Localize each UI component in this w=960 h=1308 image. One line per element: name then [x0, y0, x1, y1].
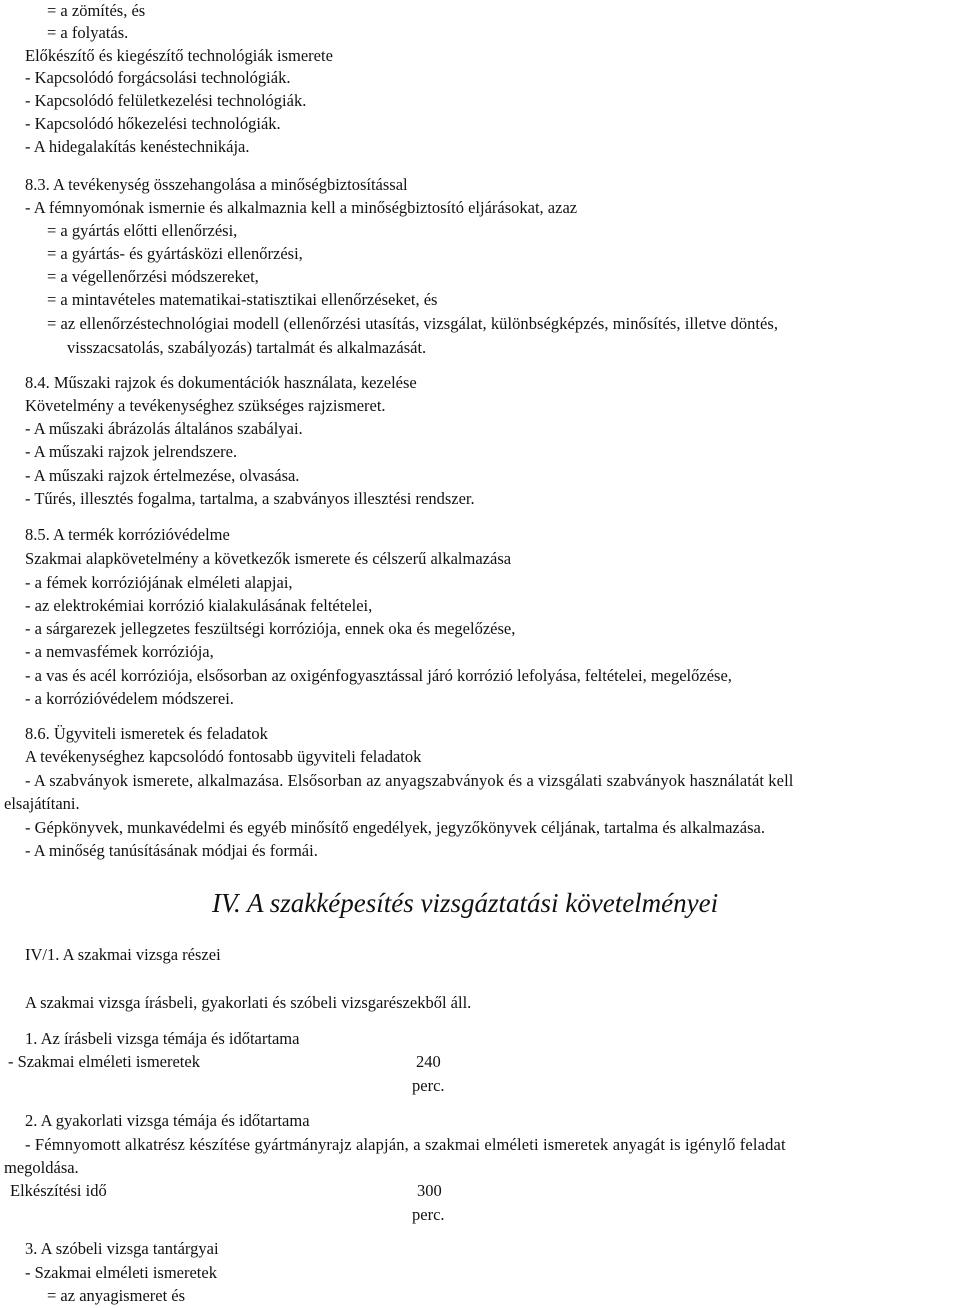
- chapter-heading: IV. A szakképesítés vizsgáztatási követelményei: [212, 888, 719, 918]
- text-line: - A hidegalakítás kenéstechnikája.: [25, 137, 250, 156]
- text-line: 1. Az írásbeli vizsga témája és időtartama: [25, 1029, 300, 1048]
- text-line: megoldása.: [4, 1158, 79, 1177]
- text-line: = a zömítés, és: [47, 1, 146, 20]
- written-duration-unit: perc.: [412, 1076, 445, 1095]
- text-line: - A műszaki ábrázolás általános szabályai.: [25, 419, 303, 438]
- text-line: - a nemvasfémek korróziója,: [25, 642, 214, 661]
- text-line: = a gyártás előtti ellenőrzési,: [47, 221, 238, 240]
- text-line: - A műszaki rajzok értelmezése, olvasása.: [25, 466, 300, 485]
- text-line: - Szakmai elméleti ismeretek: [25, 1263, 217, 1282]
- text-line: Előkészítő és kiegészítő technológiák ismerete: [25, 46, 333, 65]
- text-line: Szakmai alapkövetelmény a következők ismerete és célszerű alkalmazása: [25, 549, 512, 568]
- text-line: = az ellenőrzéstechnológiai modell (ellenőrzési utasítás, vizsgálat, különbségképzés, minősítés, illetve döntés,: [47, 314, 779, 333]
- text-line: - Szakmai elméleti ismeretek: [8, 1052, 200, 1071]
- text-line: = a gyártás- és gyártásközi ellenőrzési,: [47, 244, 303, 263]
- text-line: - Fémnyomott alkatrész készítése gyártmányrajz alapján, a szakmai elméleti ismeretek anyagát is igénylő feladat: [25, 1135, 786, 1154]
- text-line: - A fémnyomónak ismernie és alkalmaznia kell a minőségbiztosító eljárásokat, azaz: [25, 198, 578, 217]
- text-line: = az anyagismeret és: [47, 1286, 186, 1305]
- text-line: - Kapcsolódó felületkezelési technológiák.: [25, 91, 307, 110]
- text-line: - a korrózióvédelem módszerei.: [25, 689, 234, 708]
- text-line: - Tűrés, illesztés fogalma, tartalma, a szabványos illesztési rendszer.: [25, 489, 475, 508]
- text-line: Követelmény a tevékenységhez szükséges rajzismeret.: [25, 396, 386, 415]
- text-line: = a végellenőrzési módszereket,: [47, 267, 259, 286]
- text-line: 3. A szóbeli vizsga tantárgyai: [25, 1239, 219, 1258]
- text-line: - Gépkönyvek, munkavédelmi és egyéb minősítő engedélyek, jegyzőkönyvek céljának, tartalma és alkalmazása.: [25, 818, 765, 837]
- subsection-heading: IV/1. A szakmai vizsga részei: [25, 945, 221, 964]
- text-line: - a vas és acél korróziója, elsősorban az oxigénfogyasztással járó korrózió lefolyása, feltételei, megelőzése,: [25, 666, 732, 685]
- text-line: 2. A gyakorlati vizsga témája és időtartama: [25, 1111, 310, 1130]
- text-line: - Kapcsolódó hőkezelési technológiák.: [25, 114, 281, 133]
- section-heading: 8.4. Műszaki rajzok és dokumentációk használata, kezelése: [25, 373, 417, 392]
- text-line: A tevékenységhez kapcsolódó fontosabb ügyviteli feladatok: [25, 747, 422, 766]
- text-line: = a mintavételes matematikai-statisztikai ellenőrzéseket, és: [47, 290, 438, 309]
- text-line: - az elektrokémiai korrózió kialakulásának feltételei,: [25, 596, 373, 615]
- text-line: visszacsatolás, szabályozás) tartalmát és alkalmazását.: [67, 338, 427, 357]
- section-heading: 8.3. A tevékenység összehangolása a minőségbiztosítással: [25, 175, 408, 194]
- text-line: - a fémek korróziójának elméleti alapjai,: [25, 573, 293, 592]
- text-line: - A minőség tanúsításának módjai és formái.: [25, 841, 318, 860]
- text-line: - A szabványok ismerete, alkalmazása. Elsősorban az anyagszabványok és a vizsgálati szabványok használatát kell: [25, 771, 794, 790]
- text-line: - A műszaki rajzok jelrendszere.: [25, 442, 238, 461]
- practical-duration-unit: perc.: [412, 1205, 445, 1224]
- text-line: - Kapcsolódó forgácsolási technológiák.: [25, 68, 291, 87]
- text-line: elsajátítani.: [4, 794, 80, 813]
- text-line: Elkészítési idő: [10, 1181, 107, 1200]
- section-heading: 8.5. A termék korrózióvédelme: [25, 525, 230, 544]
- text-line: A szakmai vizsga írásbeli, gyakorlati és szóbeli vizsgarészekből áll.: [25, 993, 472, 1012]
- section-heading: 8.6. Ügyviteli ismeretek és feladatok: [25, 724, 268, 743]
- practical-duration-value: 300: [417, 1181, 442, 1200]
- written-duration-value: 240: [416, 1052, 441, 1071]
- text-line: - a sárgarezek jellegzetes feszültségi korróziója, ennek oka és megelőzése,: [25, 619, 516, 638]
- text-line: = a folyatás.: [47, 23, 129, 42]
